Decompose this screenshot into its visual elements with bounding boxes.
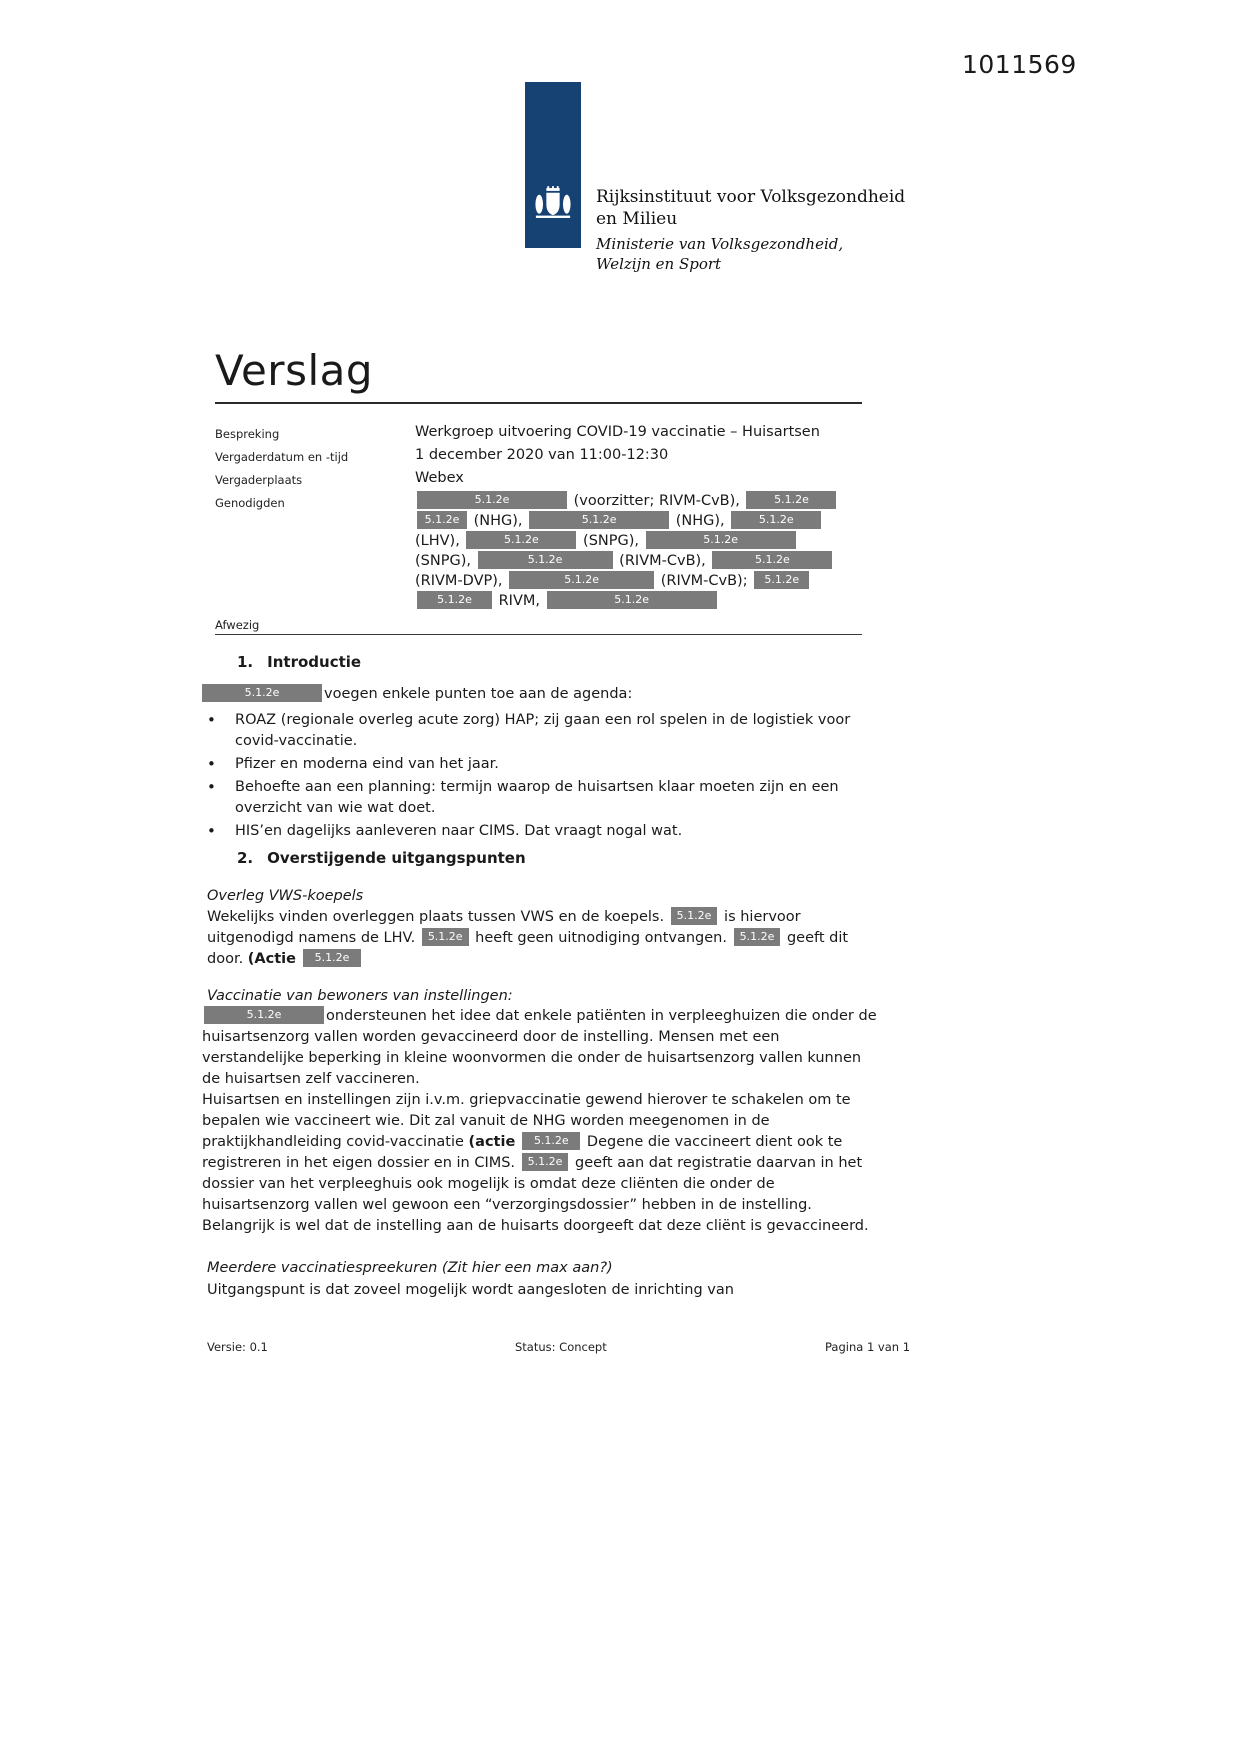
redaction-box: 5.1.2e <box>422 928 469 946</box>
footer-page-number: Pagina 1 van 1 <box>825 1340 911 1354</box>
meta-row-genodigden <box>215 491 915 611</box>
bold-text: (actie <box>468 1134 521 1150</box>
title-block <box>215 348 862 404</box>
paragraph-part-1: 5.1.2e ondersteunen het idee dat enkele patiënten in verpleeghuizen die onder de huisartsenzorg vallen worden gevaccineerd door de instelling. Mensen met een verstandelijke beperking in kleine woonvormen die onder de huisartsenzorg vallen kunnen de huisartsen zelf vaccineren. <box>202 1008 877 1087</box>
footer-status: Status: Concept <box>515 1340 607 1354</box>
redaction-box: 5.1.2e <box>204 1006 324 1024</box>
org-name-line1: Rijksinstituut voor Volksgezondheid <box>596 187 906 207</box>
meta-label: Vergaderplaats <box>215 473 303 487</box>
footer-version: Versie: 0.1 <box>207 1340 268 1354</box>
section-divider-rule <box>215 634 862 635</box>
bullet-item: • ROAZ (regionale overleg acute zorg) HAP; zij gaan een rol spelen in de logistiek voor covid-vaccinatie. <box>205 710 883 752</box>
redaction-box: 5.1.2e <box>754 571 809 589</box>
meta-row-bespreking <box>215 422 915 445</box>
section-title: Introductie <box>267 653 362 671</box>
subheading-vaccinatie-bewoners: Vaccinatie van bewoners van instellingen: <box>207 988 513 1004</box>
rivm-coat-of-arms-icon <box>534 186 572 230</box>
redaction-box: 5.1.2e <box>712 551 832 569</box>
redaction-box: 5.1.2e <box>417 491 567 509</box>
redaction-box: 5.1.2e <box>746 491 836 509</box>
genodigden-value <box>415 491 838 611</box>
section-number: 2. <box>237 849 254 867</box>
bullet-item: • Pfizer en moderna eind van het jaar. <box>205 754 883 775</box>
redaction-box: 5.1.2e <box>671 907 718 925</box>
section-2-heading <box>237 849 526 867</box>
meta-value: Werkgroep uitvoering COVID-19 vaccinatie – Huisartsen <box>415 424 820 440</box>
org-name-line2: en Milieu <box>596 209 678 229</box>
intro-paragraph: 5.1.2e voegen enkele punten toe aan de agenda: <box>200 684 900 705</box>
rivm-logo <box>525 82 905 274</box>
subheading-overleg-vws-koepels: Overleg VWS-koepels <box>207 888 364 904</box>
genodigden-line: 5.1.2e RIVM, 5.1.2e <box>415 591 838 611</box>
redaction-box: 5.1.2e <box>466 531 576 549</box>
section-1-heading <box>237 653 361 671</box>
page-title: Verslag <box>215 346 374 395</box>
bullet-item: • HIS’en dagelijks aanleveren naar CIMS. Dat vraagt nogal wat. <box>205 821 883 842</box>
genodigden-line: 5.1.2e (voorzitter; RIVM-CvB), 5.1.2e <box>415 491 838 511</box>
meta-label: Vergaderdatum en -tijd <box>215 450 349 464</box>
genodigden-line: (LHV), 5.1.2e (SNPG), 5.1.2e <box>415 531 838 551</box>
redaction-box: 5.1.2e <box>522 1132 580 1150</box>
paragraph-overleg-vws: Wekelijks vinden overleggen plaats tussen VWS en de koepels. 5.1.2e is hiervoor uitgenodigd namens de LHV. 5.1.2e heeft geen uitnodiging ontvangen. 5.1.2e geeft dit door. (Actie 5.1.2e <box>207 909 849 967</box>
redaction-box: 5.1.2e <box>522 1153 569 1171</box>
redaction-box: 5.1.2e <box>646 531 796 549</box>
subheading-meerdere-vaccinatiespreekuren: Meerdere vaccinatiespreekuren (Zit hier een max aan?) <box>207 1260 613 1276</box>
ministry-line2: Welzijn en Sport <box>596 255 722 273</box>
paragraph-vaccinatie-bewoners <box>202 1006 878 1237</box>
paragraph-meerdere-vaccinatiespreekuren: Uitgangspunt is dat zoveel mogelijk wordt aangesloten de inrichting van <box>207 1282 734 1298</box>
meeting-meta-table <box>215 422 915 636</box>
paragraph-part-2: Huisartsen en instellingen zijn i.v.m. griepvaccinatie gewend hierover te schakelen om te bepalen wie vaccineert wie. Dit zal vanuit de NHG worden meegenomen in de praktijkhandleiding covid-vaccinatie (actie 5.1.2e Degene die vaccineert dient ook te registreren in het eigen dossier en in CIMS. 5.1.2e geeft aan dat registratie daarvan in het dossier van het verpleeghuis ook mogelijk is omdat deze cliënten die onder de huisartsenzorg vallen wel gewoon een “verzorgingsdossier” hebben in de instelling. Belangrijk is wel dat de instelling aan de huisarts doorgeeft dat deze cliënt is gevaccineerd. <box>202 1092 869 1234</box>
bullet-item: • Behoefte aan een planning: termijn waarop de huisartsen klaar moeten zijn en een overzicht van wie wat doet. <box>205 777 883 819</box>
redaction-box: 5.1.2e <box>731 511 821 529</box>
redaction-box: 5.1.2e <box>529 511 669 529</box>
redaction-box: 5.1.2e <box>303 949 361 967</box>
meta-value: 1 december 2020 van 11:00-12:30 <box>415 447 669 463</box>
meta-label: Bespreking <box>215 427 280 441</box>
logo-text-block <box>596 186 905 274</box>
meta-row-datum <box>215 445 915 468</box>
redaction-box: 5.1.2e <box>417 591 492 609</box>
redaction-box: 5.1.2e <box>202 684 322 702</box>
genodigden-line: (SNPG), 5.1.2e (RIVM-CvB), 5.1.2e <box>415 551 838 571</box>
redaction-box: 5.1.2e <box>478 551 613 569</box>
redaction-box: 5.1.2e <box>417 511 467 529</box>
ministry-line1: Ministerie van Volksgezondheid, <box>596 235 844 253</box>
meta-label: Afwezig <box>215 618 260 632</box>
logo-blue-bar <box>525 82 581 248</box>
meta-value: Webex <box>415 470 464 486</box>
genodigden-line: 5.1.2e (NHG), 5.1.2e (NHG), 5.1.2e <box>415 511 838 531</box>
section-title: Overstijgende uitgangspunten <box>267 849 526 867</box>
meta-row-plaats <box>215 468 915 491</box>
meta-row-afwezig <box>215 613 915 636</box>
redaction-box: 5.1.2e <box>734 928 781 946</box>
section-number: 1. <box>237 653 254 671</box>
bold-text: (Actie <box>247 951 302 967</box>
document-number: 1011569 <box>962 50 1077 79</box>
redaction-box: 5.1.2e <box>547 591 717 609</box>
genodigden-line: (RIVM-DVP), 5.1.2e (RIVM-CvB); 5.1.2e <box>415 571 838 591</box>
redaction-box: 5.1.2e <box>509 571 654 589</box>
meta-label: Genodigden <box>215 496 285 510</box>
agenda-bullet-list <box>205 710 883 844</box>
